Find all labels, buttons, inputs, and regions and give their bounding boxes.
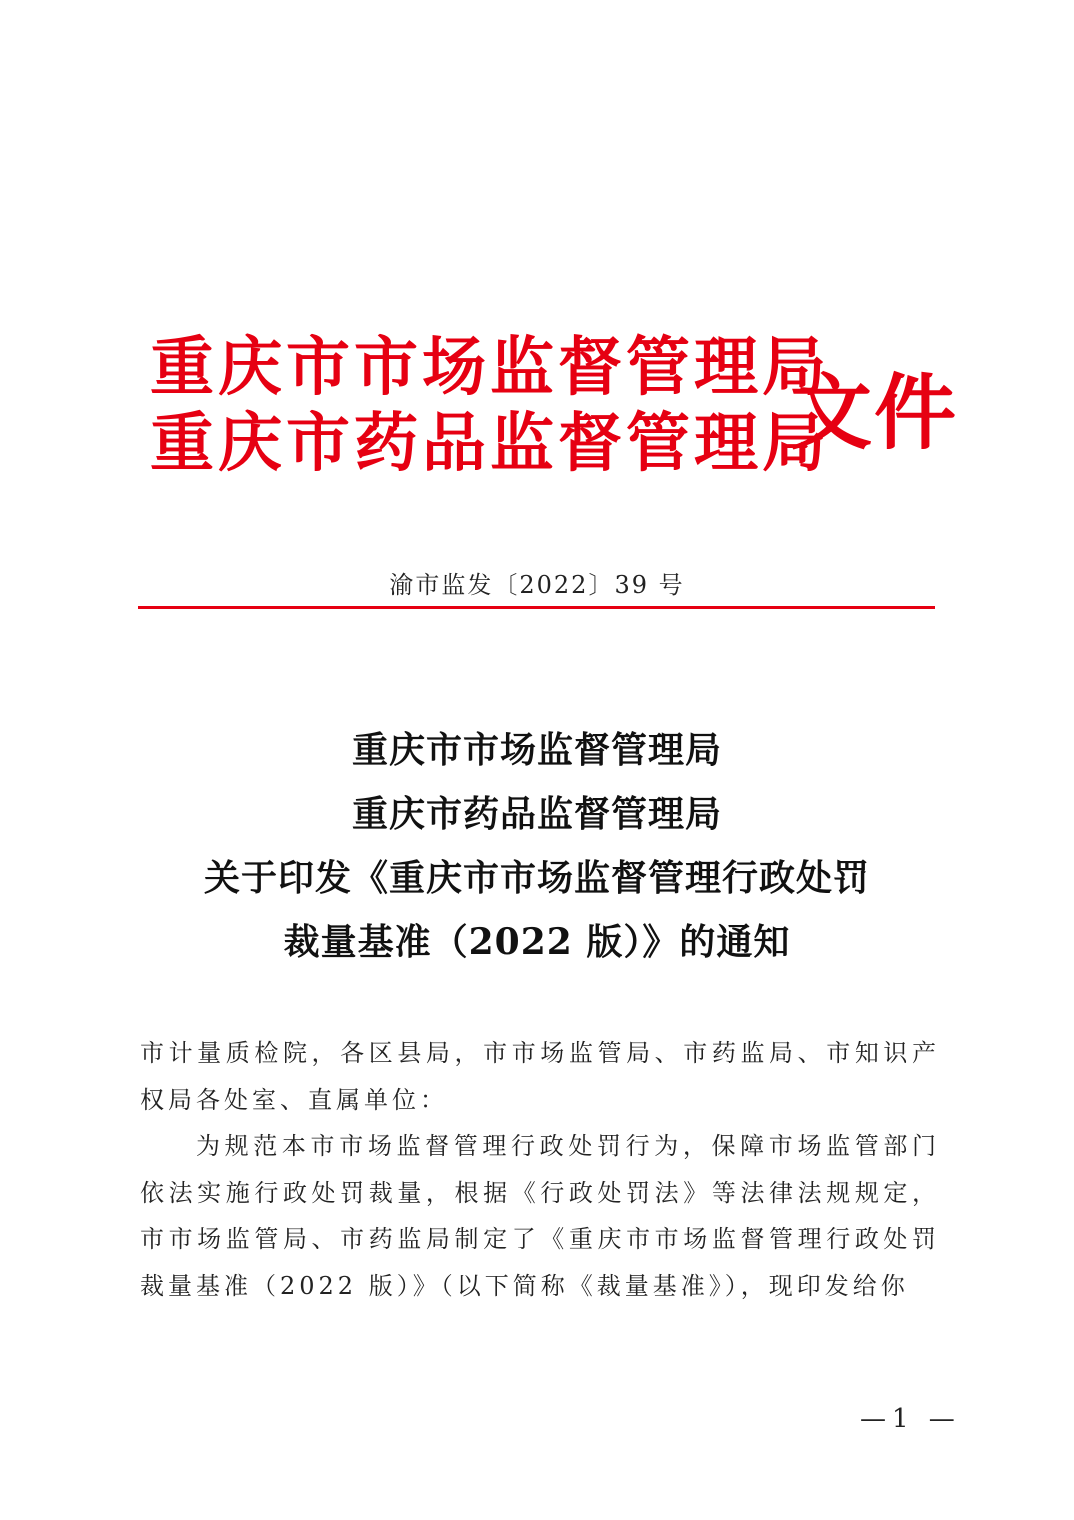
document-title	[0, 718, 1074, 974]
recipients: 市计量质检院，各区县局，市市场监管局、市药监局、市知识产权局各处室、直属单位：	[140, 1039, 940, 1114]
title-line-2: 重庆市药品监督管理局	[351, 793, 722, 835]
issuer-market-regulation: 重庆市市场监督管理局	[150, 330, 830, 405]
red-header	[150, 330, 959, 490]
page-number: —1 —	[860, 1404, 961, 1434]
document-body	[140, 1030, 940, 1309]
title-line-4: 裁量基准（2022 版）》的通知	[283, 921, 791, 963]
body-paragraph: 为规范本市市场监督管理行政处罚行为，保障市场监管部门依法实施行政处罚裁量，根据《行政处罚法》等法律法规规定，市市场监管局、市药监局制定了《重庆市市场监督管理行政处罚裁量基准（2022 版）》（以下简称《裁量基准》），现印发给你	[140, 1132, 940, 1300]
title-line-1: 重庆市市场监督管理局	[351, 729, 722, 771]
document-number: 渝市监发〔2022〕39 号	[389, 571, 685, 599]
doc-type-label: 文件	[790, 365, 959, 461]
title-line-3: 关于印发《重庆市市场监督管理行政处罚	[203, 857, 870, 899]
red-divider	[138, 606, 935, 609]
issuer-drug-administration: 重庆市药品监督管理局	[150, 406, 830, 481]
